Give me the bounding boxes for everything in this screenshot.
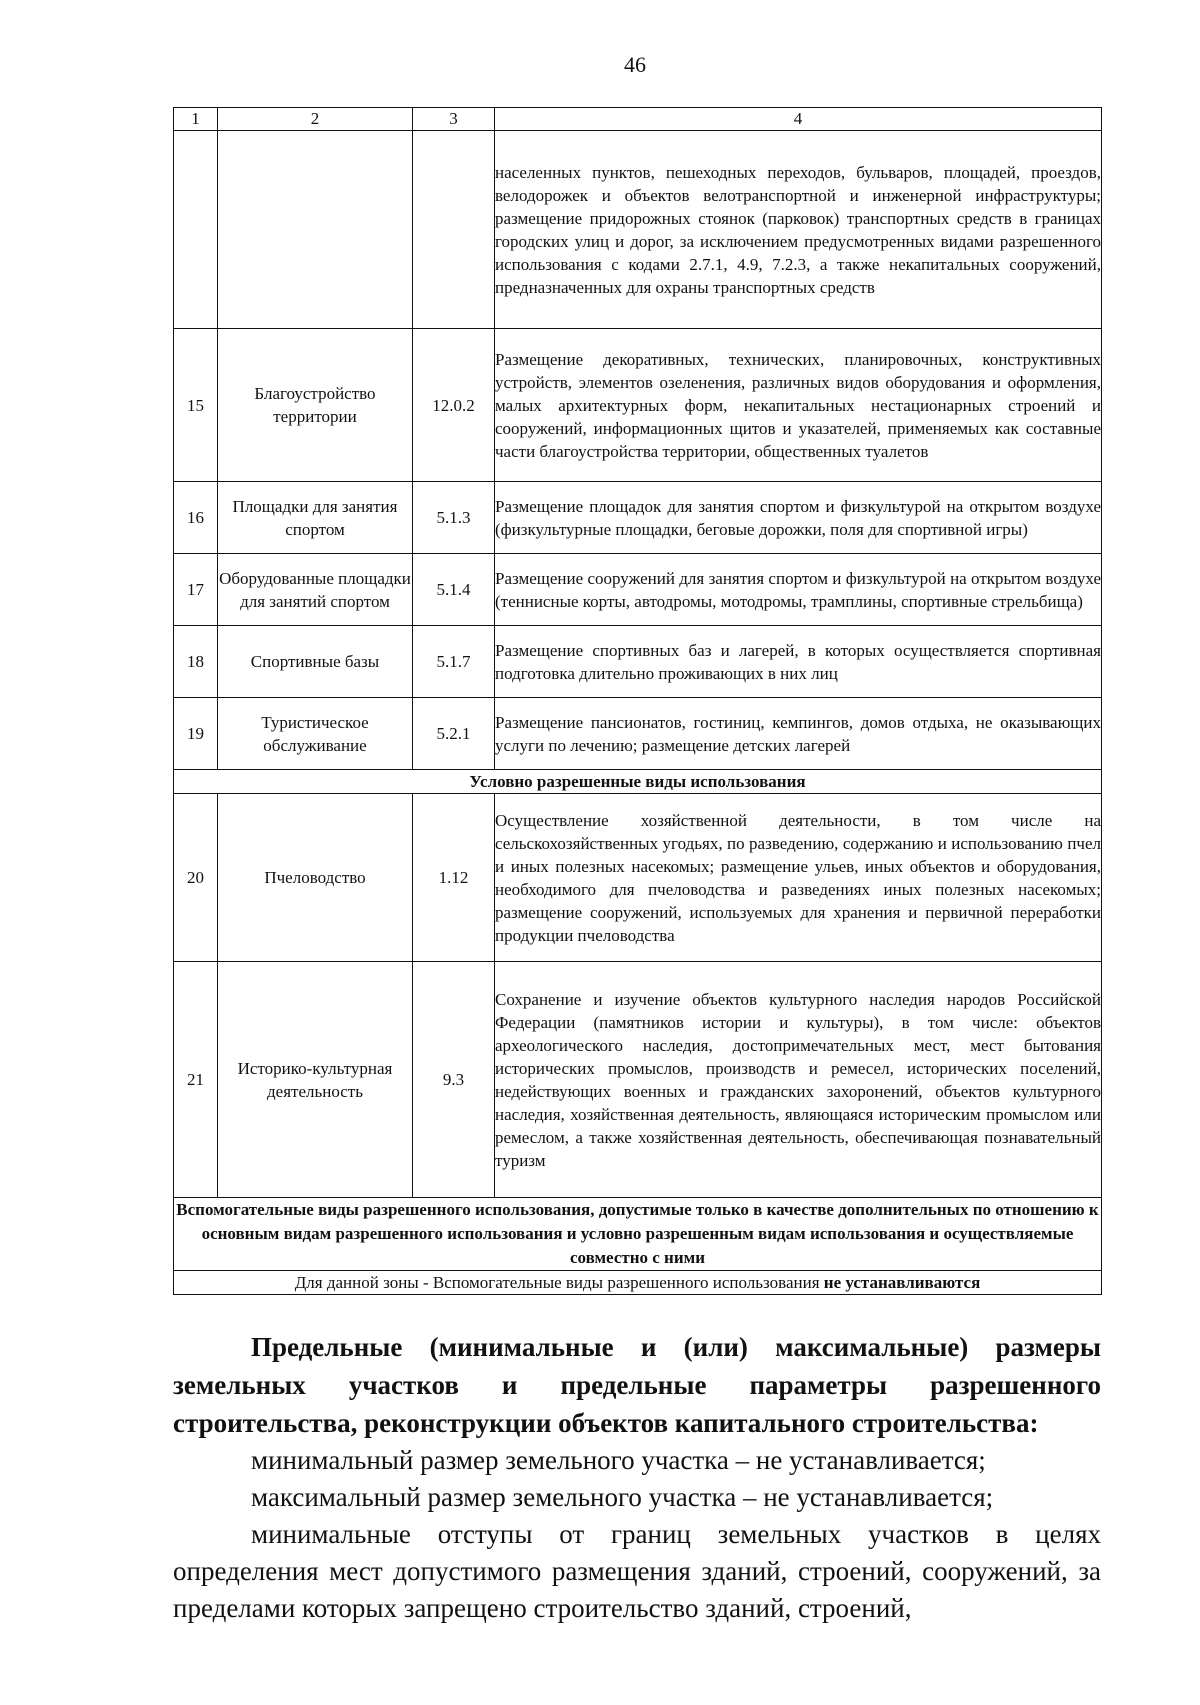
row-number: 15 (174, 329, 218, 482)
row-number: 17 (174, 554, 218, 626)
table-row (174, 554, 1102, 626)
auxiliary-note-row (174, 1271, 1102, 1295)
row-description: Размещение декоративных, технических, планировочных, конструктивных устройств, элементов озеленения, различных видов оборудования и оформления, малых архитектурных форм, некапитальных нестационарных строений и сооружений, информационных щитов и указателей, применяемых как составные части благоустройства территории, общественных туалетов (495, 329, 1102, 482)
row-code: 5.1.7 (413, 626, 495, 698)
land-use-table (173, 107, 1102, 1295)
col-header-2: 2 (218, 108, 413, 131)
table-row (174, 794, 1102, 962)
row-name: Пчеловодство (218, 794, 413, 962)
row-number: 16 (174, 482, 218, 554)
row-number: 21 (174, 962, 218, 1198)
row-name: Благоустройство территории (218, 329, 413, 482)
table-row (174, 626, 1102, 698)
row-name: Площадки для занятия спортом (218, 482, 413, 554)
row-name: Спортивные базы (218, 626, 413, 698)
row-description: Размещение сооружений для занятия спортом и физкультурой на открытом воздухе (теннисные корты, автодромы, мотодромы, трамплины, спортивные стрельбища) (495, 554, 1102, 626)
row-code: 9.3 (413, 962, 495, 1198)
row-description: Размещение площадок для занятия спортом и физкультурой на открытом воздухе (физкультурные площадки, беговые дорожки, поля для спортивной игры) (495, 482, 1102, 554)
limits-paragraph: минимальный размер земельного участка – не устанавливается; (251, 1445, 986, 1475)
row-name: Оборудованные площадки для занятий спортом (218, 554, 413, 626)
col-header-1: 1 (174, 108, 218, 131)
table-row (174, 962, 1102, 1198)
row-code: 5.2.1 (413, 698, 495, 770)
auxiliary-note-text: Для данной зоны - Вспомогательные виды разрешенного использования (294, 1273, 824, 1292)
row-description: Сохранение и изучение объектов культурного наследия народов Российской Федерации (памятников истории и культуры), в том числе: объектов археологического наследия, достопримечательных мест, мест бытования исторических промыслов, производств и ремесел, исторических поселений, недействующих военных и гражданских захоронений, объектов культурного наследия, хозяйственная деятельность, являющаяся историческим промыслом или ремеслом, а также хозяйственная деятельность, обеспечивающая познавательный туризм (495, 962, 1102, 1198)
row-code: 5.1.3 (413, 482, 495, 554)
row-name: Историко-культурная деятельность (218, 962, 413, 1198)
section-title: Вспомогательные виды разрешенного использования, допустимые только в качестве дополнительных по отношению к основным видам разрешенного использования и условно разрешенным видам использования и осуществляемые совместно с ними (174, 1198, 1102, 1271)
table-row-continuation (174, 131, 1102, 329)
row-name: Туристическое обслуживание (218, 698, 413, 770)
header-row (174, 108, 1102, 131)
row-number: 18 (174, 626, 218, 698)
row-description: Осуществление хозяйственной деятельности, в том числе на сельскохозяйственных угодьях, по разведению, содержанию и использованию пчел и иных полезных насекомых; размещение ульев, иных объектов и оборудования, необходимого для пчеловодства и разведениях иных полезных насекомых; размещение сооружений, используемых для хранения и первичной переработки продукции пчеловодства (495, 794, 1102, 962)
row-description: Размещение пансионатов, гостиниц, кемпингов, домов отдыха, не оказывающих услуги по лечению; размещение детских лагерей (495, 698, 1102, 770)
row-number: 20 (174, 794, 218, 962)
section-row-auxiliary (174, 1198, 1102, 1271)
row-number: 19 (174, 698, 218, 770)
col-header-3: 3 (413, 108, 495, 131)
row-description: населенных пунктов, пешеходных переходов, бульваров, площадей, проездов, велодорожек и объектов велотранспортной и инженерной инфраструктуры; размещение придорожных стоянок (парковок) транспортных средств в границах городских улиц и дорог, за исключением предусмотренных видами разрешенного использования с кодами 2.7.1, 4.9, 7.2.3, а также некапитальных сооружений, предназначенных для охраны транспортных средств (495, 131, 1102, 329)
limits-paragraph: максимальный размер земельного участка – не устанавливается; (251, 1482, 994, 1512)
section-title: Условно разрешенные виды использования (174, 770, 1102, 794)
limits-heading: Предельные (минимальные и (или) максимальные) размеры земельных участков и предельные параметры разрешенного строительства, реконструкции объектов капитального строительства: (173, 1332, 1101, 1438)
row-code: 1.12 (413, 794, 495, 962)
col-header-4: 4 (495, 108, 1102, 131)
row-code: 12.0.2 (413, 329, 495, 482)
section-row-conditional (174, 770, 1102, 794)
row-code: 5.1.4 (413, 554, 495, 626)
limits-section (173, 1328, 1101, 1627)
limits-paragraph: минимальные отступы от границ земельных участков в целях определения мест допустимого размещения зданий, строений, сооружений, за пределами которых запрещено строительство зданий, строений, (173, 1519, 1101, 1623)
table-row (174, 698, 1102, 770)
page-number: 46 (624, 52, 646, 77)
auxiliary-note (174, 1271, 1102, 1295)
auxiliary-note-bold: не устанавливаются (823, 1273, 981, 1292)
row-description: Размещение спортивных баз и лагерей, в которых осуществляется спортивная подготовка длительно проживающих в них лиц (495, 626, 1102, 698)
table-row (174, 329, 1102, 482)
table-row (174, 482, 1102, 554)
